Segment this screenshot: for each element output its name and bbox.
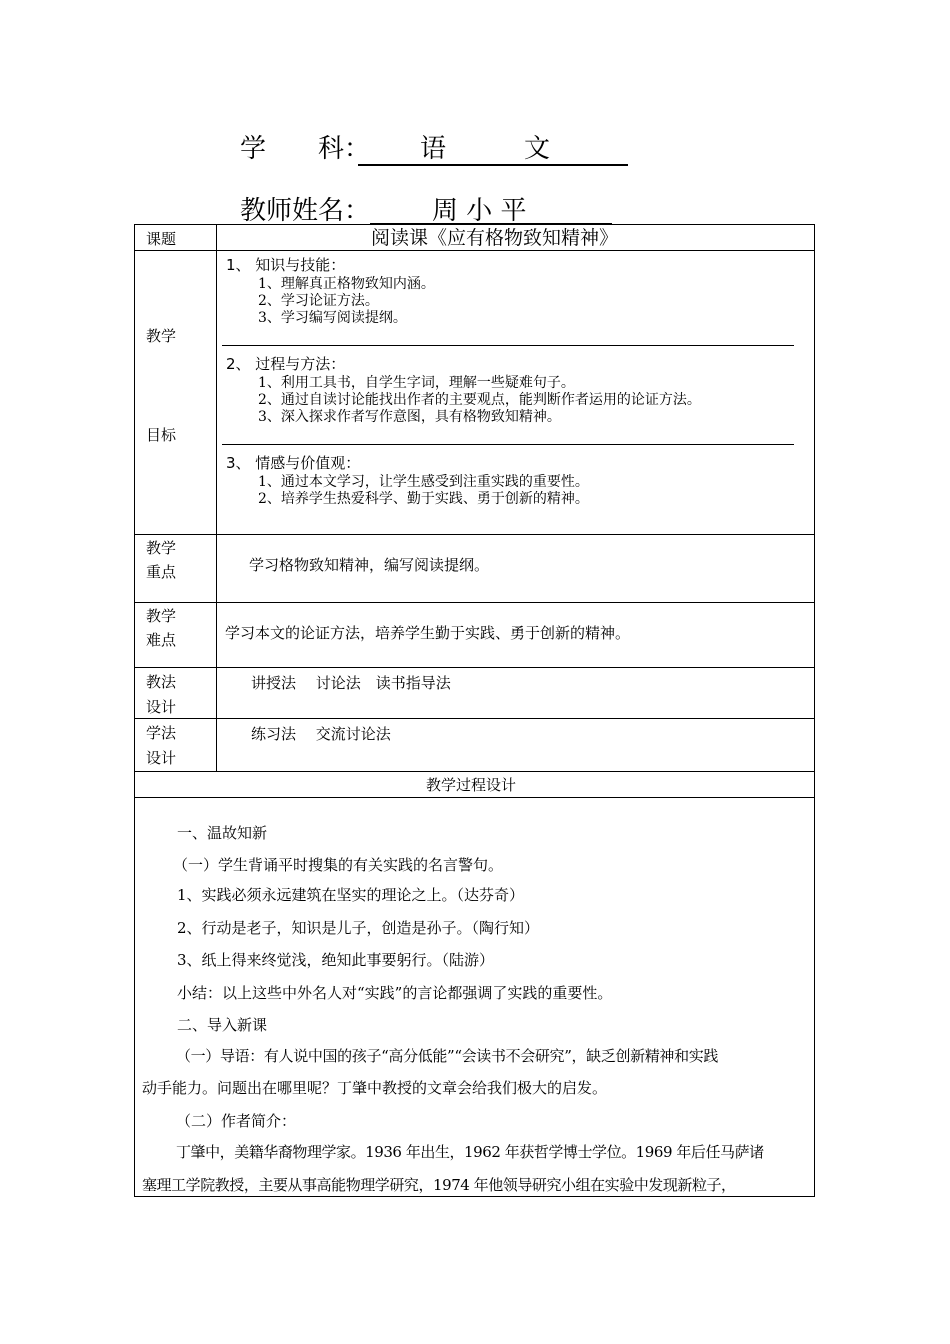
objective-item: 1、通过本文学习，让学生感受到注重实践的重要性。 xyxy=(258,474,589,490)
row-divider xyxy=(135,667,814,668)
objective-divider xyxy=(222,345,794,346)
row-divider xyxy=(135,797,814,798)
key-value: 学习格物致知精神，编写阅读提纲。 xyxy=(249,556,490,574)
column-divider xyxy=(216,225,217,771)
author-heading: （二）作者简介： xyxy=(176,1112,297,1130)
topic-label: 课题 xyxy=(146,230,177,248)
objectives-label-2: 目标 xyxy=(146,426,177,444)
study-value: 练习法 交流讨论法 xyxy=(251,725,391,743)
process-title: 教学过程设计 xyxy=(426,776,517,794)
process-line: 小结：以上这些中外名人对“实践”的言论都强调了实践的重要性。 xyxy=(177,984,613,1002)
key-label-2: 重点 xyxy=(146,563,177,581)
study-label-1: 学法 xyxy=(146,724,177,742)
process-line: 一、温故知新 xyxy=(177,824,268,842)
difficulty-label-1: 教学 xyxy=(146,607,177,625)
process-line: 二、导入新课 xyxy=(177,1016,268,1034)
teacher-value: 周 小 平 xyxy=(432,196,527,226)
process-line: 3、纸上得来终觉浅，绝知此事要躬行。（陆游） xyxy=(177,951,495,969)
difficulty-value: 学习本文的论证方法，培养学生勤于实践、勇于创新的精神。 xyxy=(225,624,631,642)
author-line: 塞理工学院教授，主要从事高能物理学研究，1974 年他领导研究小组在实验中发现新粒子， xyxy=(142,1176,736,1194)
key-label-1: 教学 xyxy=(146,539,177,557)
objective-heading: 2、 过程与方法： xyxy=(226,355,346,373)
author-line: 丁肇中，美籍华裔物理学家。1936 年出生，1962 年获哲学博士学位。1969 年后任马萨诸 xyxy=(176,1143,764,1161)
row-divider xyxy=(135,602,814,603)
objective-item: 2、通过自读讨论能找出作者的主要观点，能判断作者运用的论证方法。 xyxy=(258,392,701,408)
method-label-2: 设计 xyxy=(146,698,177,716)
topic-value: 阅读课《应有格物致知精神》 xyxy=(371,227,619,249)
objective-heading: 1、 知识与技能： xyxy=(226,256,346,274)
objective-heading: 3、 情感与价值观： xyxy=(226,454,361,472)
method-label-1: 教法 xyxy=(146,673,177,691)
objective-item: 3、学习编写阅读提纲。 xyxy=(258,310,407,326)
process-line: 1、实践必须永远建筑在坚实的理论之上。（达芬奇） xyxy=(177,886,525,904)
objective-item: 1、理解真正格物致知内涵。 xyxy=(258,276,435,292)
row-divider xyxy=(135,718,814,719)
subject-value: 语 文 xyxy=(420,134,551,164)
lead-in-line: （一）导语：有人说中国的孩子“高分低能”“会读书不会研究”，缺乏创新精神和实践 xyxy=(176,1047,719,1065)
subject-row xyxy=(240,134,640,168)
objective-divider xyxy=(222,444,794,445)
lead-in-line: 动手能力。问题出在哪里呢？丁肇中教授的文章会给我们极大的启发。 xyxy=(142,1079,608,1097)
subject-label: 学 科： xyxy=(240,134,371,164)
process-line: 2、行动是老子，知识是儿子，创造是孙子。（陶行知） xyxy=(177,919,540,937)
study-label-2: 设计 xyxy=(146,749,177,767)
method-value: 讲授法 讨论法 读书指导法 xyxy=(251,674,451,692)
row-divider xyxy=(135,250,814,251)
objective-item: 2、培养学生热爱科学、勤于实践、勇于创新的精神。 xyxy=(258,491,589,507)
difficulty-label-2: 难点 xyxy=(146,631,177,649)
objective-item: 3、深入探求作者写作意图，具有格物致知精神。 xyxy=(258,409,561,425)
teacher-label: 教师姓名： xyxy=(240,196,371,226)
process-line: （一）学生背诵平时搜集的有关实践的名言警句。 xyxy=(173,856,504,874)
row-divider xyxy=(135,534,814,535)
row-divider xyxy=(135,771,814,772)
objective-item: 2、学习论证方法。 xyxy=(258,293,379,309)
objectives-label-1: 教学 xyxy=(146,327,177,345)
objective-item: 1、利用工具书，自学生字词，理解一些疑难句子。 xyxy=(258,375,575,391)
